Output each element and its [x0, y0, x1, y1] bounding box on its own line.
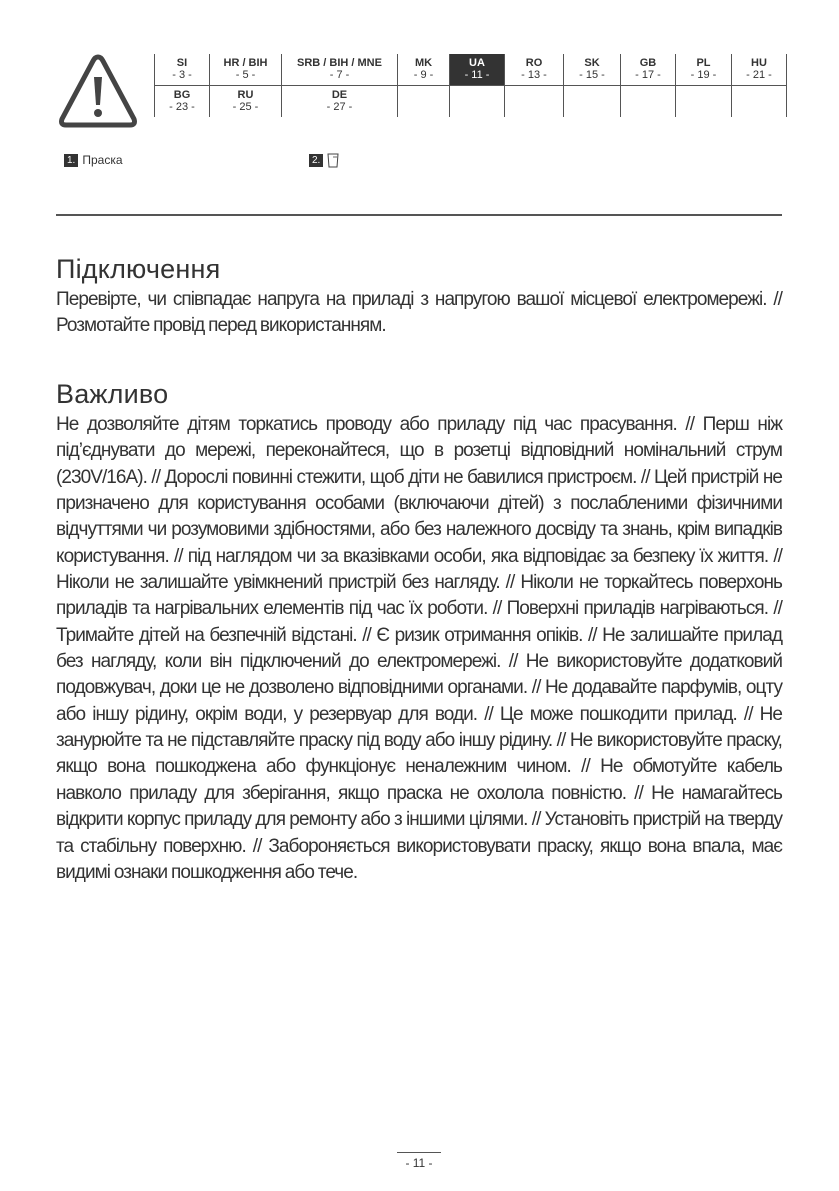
- language-cell: [564, 54, 621, 86]
- section-title-connection: Підключення: [56, 254, 221, 284]
- language-page: - 23 -: [169, 101, 195, 113]
- footer-rule: [397, 1152, 441, 1153]
- language-cell: [450, 54, 505, 86]
- language-cell: [450, 86, 505, 118]
- language-cell: [398, 54, 450, 86]
- language-cell: [676, 54, 732, 86]
- language-code: GB: [639, 57, 657, 69]
- language-cell: [732, 86, 787, 118]
- language-cell: [282, 86, 398, 118]
- language-cell: [621, 86, 676, 118]
- section-text-connection: Перевірте, чи співпадає напруга на приладі з напругою вашої місцевої електромережі. // Розмотайте провід перед використанням.: [56, 289, 782, 337]
- language-cell: [210, 54, 282, 86]
- caption-iron: [64, 153, 123, 167]
- language-cell: [564, 86, 621, 118]
- language-code: SI: [176, 57, 188, 69]
- section-divider: [56, 214, 782, 216]
- language-cell: [398, 86, 450, 118]
- measuring-cup-icon: [327, 153, 339, 168]
- language-page: - 13 -: [521, 69, 547, 81]
- caption-label: Праска: [82, 153, 123, 167]
- language-cell: [282, 54, 398, 86]
- language-page: - 9 -: [413, 69, 434, 81]
- page-number: - 11 -: [405, 1156, 433, 1170]
- language-cell: [155, 86, 210, 118]
- language-code: UA: [469, 57, 485, 69]
- language-code: RU: [237, 89, 254, 101]
- language-row: [155, 54, 787, 86]
- language-code: BG: [173, 89, 191, 101]
- language-code: SK: [584, 57, 600, 69]
- language-code: RO: [525, 57, 543, 69]
- language-cell: [155, 54, 210, 86]
- language-code: HU: [751, 57, 767, 69]
- language-cell: [210, 86, 282, 118]
- warning-triangle-icon: [58, 53, 138, 131]
- language-cell: [676, 86, 732, 118]
- caption-measuring-cup: [309, 153, 339, 168]
- language-index-table: [154, 54, 787, 117]
- language-page: - 5 -: [235, 69, 256, 81]
- language-page: - 17 -: [635, 69, 661, 81]
- language-code: MK: [414, 57, 433, 69]
- caption-number-badge: 1.: [64, 154, 78, 167]
- language-page: - 21 -: [746, 69, 772, 81]
- language-cell: [505, 86, 564, 118]
- language-page: - 27 -: [326, 101, 353, 113]
- language-code: SRB / BIH / MNE: [297, 57, 382, 69]
- language-code: DE: [331, 89, 348, 101]
- language-cell: [621, 54, 676, 86]
- language-page: - 19 -: [690, 69, 717, 81]
- language-page: - 3 -: [172, 69, 192, 81]
- language-code: PL: [696, 57, 711, 69]
- section-title-important: Важливо: [56, 379, 169, 409]
- language-code: HR / BIH: [223, 57, 268, 69]
- caption-number-badge: 2.: [309, 154, 323, 167]
- language-page: - 7 -: [329, 69, 350, 81]
- language-cell: [732, 54, 787, 86]
- language-row: [155, 86, 787, 118]
- language-page: - 15 -: [579, 69, 605, 81]
- language-page: - 25 -: [232, 101, 259, 113]
- section-text-important: Не дозволяйте дітям торкатись проводу або приладу під час прасування. // Перш ніж під’єднувати до мережі, переконайтеся, що в розетці відповідний номінальний струм (230V/16A). // Дорослі повинні стежити, щоб діти не бавилися пристроєм. // Цей пристрій не призначено для користування особами (включаючи дітей) з послабленими фізичними відчуттями чи розумовими здібностями, або без належного досвіду та знань, крім випадків користування. // під наглядом чи за вказівками особи, яка відповідає за безпеку їх життя. // Ніколи не залишайте увімкнений пристрій без нагляду. // Ніколи не торкайтесь поверхонь приладів та нагрівальних елементів під час їх роботи. // Поверхні приладів нагріваються. // Тримайте дітей на безпечній відстані. // Є ризик отримання опіків. // Не залишайте прилад без нагляду, коли він підключений до електромережі. // Не використовуйте додатковий подовжувач, доки це не дозволено відповідними органами. // Не додавайте парфумів, оцту або іншу рідину, окрім води, у резервуар для води. // Це може пошкодити прилад. // Не занурюйте та не підставляйте праску під воду або іншу рідину. // Не використовуйте праску, якщо вона пошкоджена або функціонує неналежним чином. // Не обмотуйте кабель навколо приладу для зберігання, якщо праска не охолола повністю. // Не намагайтесь відкрити корпус приладу для ремонту або з іншими цілями. // Установіть пристрій на тверду та стабільну поверхню. // Забороняється використовувати праску, якщо вона впала, має видимі ознаки пошкодження або тече.: [56, 414, 782, 883]
- language-cell: [505, 54, 564, 86]
- language-page: - 11 -: [464, 69, 490, 81]
